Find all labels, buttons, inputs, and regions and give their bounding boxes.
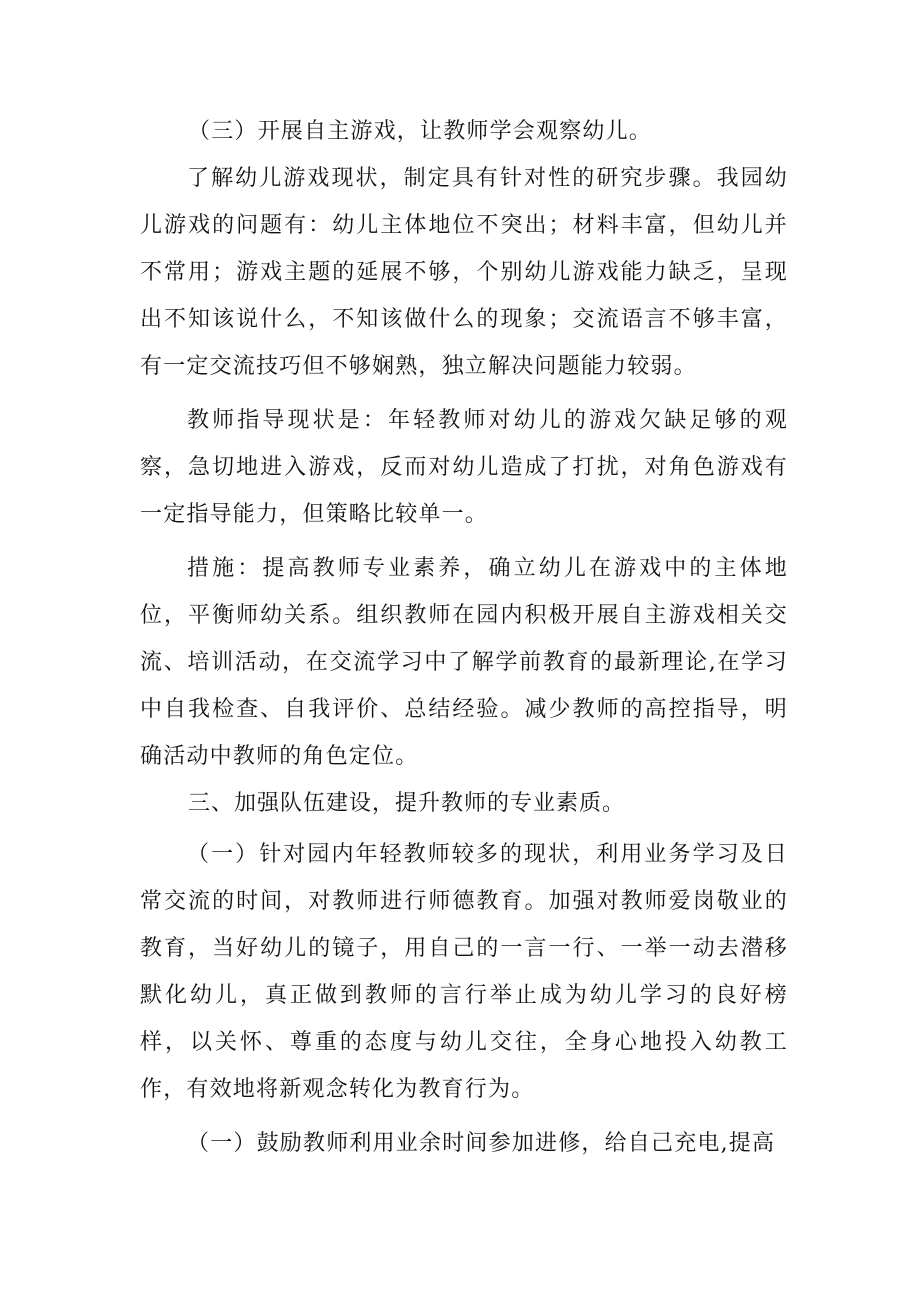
- subheading-observe-children: （三）开展自主游戏，让教师学会观察幼儿。: [188, 119, 653, 144]
- paragraph-game-status: 了解幼儿游戏现状，制定具有针对性的研究步骤。我园幼儿游戏的问题有：幼儿主体地位不突出；材料丰富，但幼儿并不常用；游戏主题的延展不够，个别幼儿游戏能力缺乏，呈现出不知该说什么，不知该做什么的现象；交流语言不够丰富，有一定交流技巧但不够娴熟，独立解决问题能力较弱。: [140, 166, 788, 379]
- section-heading-team-building: 三、加强队伍建设，提升教师的专业素质。: [188, 791, 626, 816]
- paragraph-teacher-guidance: 教师指导现状是：年轻教师对幼儿的游戏欠缺足够的观察，急切地进入游戏，反而对幼儿造成了打扰，对角色游戏有一定指导能力，但策略比较单一。: [140, 408, 788, 527]
- paragraph-teacher-ethics: （一）针对园内年轻教师较多的现状，利用业务学习及日常交流的时间，对教师进行师德教育。加强对教师爱岗敬业的教育，当好幼儿的镜子，用自己的一言一行、一举一动去潜移默化幼儿，真正做到教师的言行举止成为幼儿学习的良好榜样，以关怀、尊重的态度与幼儿交往，全身心地投入幼教工作，有效地将新观念转化为教育行为。: [140, 842, 788, 1102]
- paragraph-measures: 措施：提高教师专业素养，确立幼儿在游戏中的主体地位，平衡师幼关系。组织教师在园内积极开展自主游戏相关交流、培训活动，在交流学习中了解学前教育的最新理论,在学习中自我检查、自我评价、总结经验。减少教师的高控指导，明确活动中教师的角色定位。: [140, 556, 788, 769]
- paragraph-further-training: （一）鼓励教师利用业余时间参加进修，给自己充电,提高: [187, 1131, 776, 1156]
